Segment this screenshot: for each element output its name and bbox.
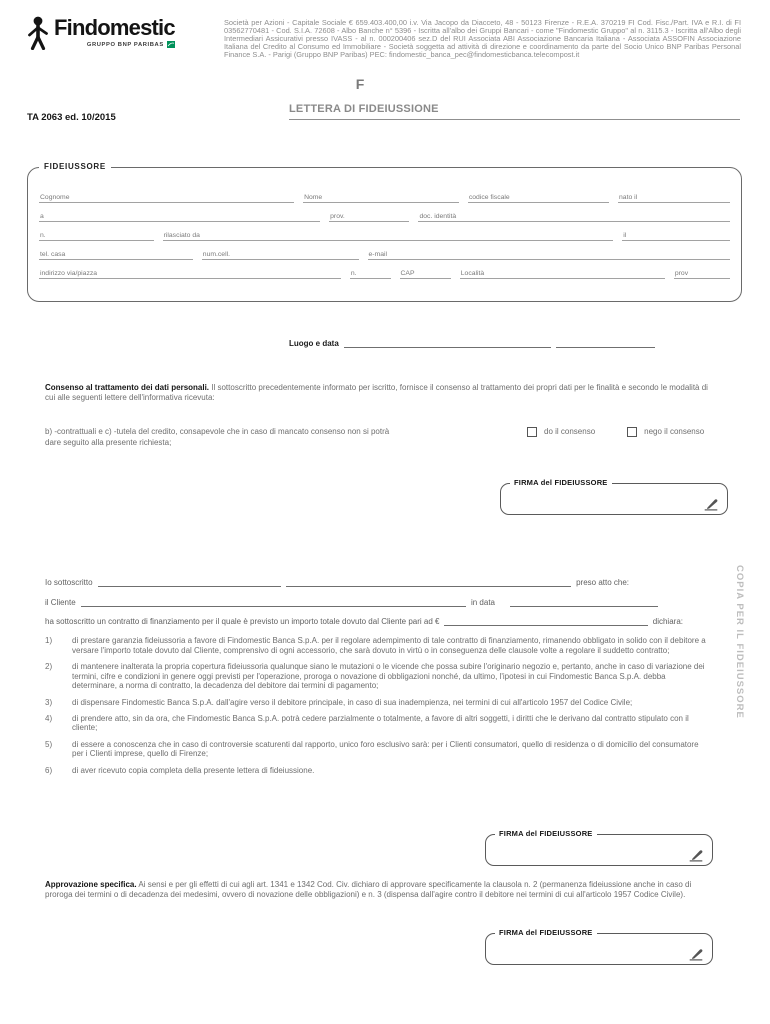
fideiussore-row-2 xyxy=(39,203,730,222)
approval-heading: Approvazione specifica. xyxy=(45,880,137,889)
field-nato-il[interactable] xyxy=(618,184,730,203)
clauses-list xyxy=(45,636,709,782)
logo-group-line xyxy=(54,41,175,48)
place-date-row xyxy=(289,338,655,348)
client-name-line[interactable] xyxy=(81,597,466,607)
clause-text: di mantenere inalterata la propria copertura fideiussoria qualunque siano le mutazioni o le vicende che possa subire l'originario negozio e, pertanto, anche in caso di variazione dei termini, cifre e condizioni in genere oggi previsti per l'operazione, proroga o novazione di obbligazioni nonché, da ultimo, l'ipotesi in cui Findomestic Banca S.p.A. debba determinare, a norma di contratto, la decadenza del debitore dai termini di pagamento; xyxy=(72,661,705,691)
pen-icon xyxy=(702,498,720,511)
consent-heading: Consenso al trattamento dei dati personali. xyxy=(45,383,210,392)
copy-label-vertical: COPIA PER IL FIDEIUSSORE xyxy=(734,565,745,719)
approval-body: Ai sensi e per gli effetti di cui agli art. 1341 e 1342 Cod. Civ. dichiaro di approvare specificamente la clausola n. 2 (permanenza fideiussione anche in caso di proroga dei termini o di decadenza dei medesimi, ovvero di novazione delle obbligazioni) e n. 3 (dispensa dall'agire contro il debitore nei termini di cui all'articolo 1957 Codice Civile). xyxy=(45,880,692,899)
signature-box-label: FIRMA del FIDEIUSSORE xyxy=(495,928,597,937)
company-info: Società per Azioni - Capitale Sociale € 659.403.400,00 i.v. Via Jacopo da Diacceto, 48 - 50123 Firenze - R.E.A. 370219 FI Cod. Fisc./Part. IVA e R.I. di FI 03562770481 - Cod. S.I.A. 72608 - Albo Banche n° 5396 - Iscritta all'albo dei Gruppi Bancari - come "Findomestic Gruppo" al n. 3115.3 - Iscritta all'Albo degli Intermediari Assicurativi presso IVASS - al n. 000200406 sez.D del RUI Associata ABI Associazione Bancaria Italiana - Associata ASSOFIN Associazione Italiana del Credito al Consumo ed Immobiliare - Società soggetta ad attività di direzione e coordinamento da parte del Socio Unico BNP Paribas Personal Finance S.A. - Parigi (Gruppo BNP Paribas) PEC: findomestic_banca_pec@findomesticbanca.telecompost.it xyxy=(224,18,741,59)
consent-paragraph xyxy=(45,383,708,403)
field-rilasciato-il[interactable] xyxy=(622,222,730,241)
field-label: Nome xyxy=(304,193,323,201)
field-label: nato il xyxy=(619,193,638,201)
clause-item-3 xyxy=(45,698,709,708)
approval-paragraph xyxy=(45,880,712,900)
field-label: a xyxy=(40,212,44,220)
consent-yes-label: do il consenso xyxy=(544,427,596,437)
fideiussore-section xyxy=(27,162,742,302)
field-tel-casa[interactable] xyxy=(39,241,193,260)
consent-options-text-2: dare seguito alla presente richiesta; xyxy=(45,438,172,447)
findomestic-logo xyxy=(26,16,175,50)
dichiara-label: dichiara: xyxy=(652,617,683,626)
amount-line[interactable] xyxy=(444,616,647,626)
form-code: TA 2063 ed. 10/2015 xyxy=(27,112,116,123)
clause-item-4 xyxy=(45,714,709,733)
declaration-line-1 xyxy=(45,577,629,587)
findomestic-figure-icon xyxy=(26,16,50,50)
logo-text-block xyxy=(54,16,175,48)
clause-text: di dispensare Findomestic Banca S.p.A. dall'agire verso il debitore principale, in caso di sua inadempienza, nei termini di cui all'articolo 1957 del Codice Civile; xyxy=(72,697,633,707)
place-date-line-2[interactable] xyxy=(556,338,655,348)
field-cap[interactable] xyxy=(400,260,451,279)
place-date-line-1[interactable] xyxy=(344,338,551,348)
field-prov[interactable] xyxy=(329,203,409,222)
declarant-name-line-b[interactable] xyxy=(286,577,571,587)
field-label: indirizzo via/piazza xyxy=(40,269,98,277)
fideiussore-row-1 xyxy=(39,184,730,203)
clause-text: di prendere atto, sin da ora, che Findomestic Banca S.p.A. potrà cedere parzialmente o totalmente, a favore di altri soggetti, i diritti che le derivano dal contratto stipulato con il cliente; xyxy=(72,713,689,733)
declaration-line-3 xyxy=(45,616,683,626)
il-cliente-label: il Cliente xyxy=(45,598,76,607)
signature-box-2[interactable] xyxy=(485,829,713,866)
field-nato-a[interactable] xyxy=(39,203,320,222)
pen-icon xyxy=(687,849,705,862)
signature-box-label: FIRMA del FIDEIUSSORE xyxy=(495,829,597,838)
in-data-label: in data xyxy=(470,598,495,607)
field-num-cell[interactable] xyxy=(202,241,359,260)
field-email[interactable] xyxy=(368,241,730,260)
clause-number: 5) xyxy=(45,739,53,749)
field-doc-numero[interactable] xyxy=(39,222,154,241)
signature-box-1[interactable] xyxy=(500,478,728,515)
preso-atto-label: preso atto che: xyxy=(576,578,629,587)
document-title: LETTERA DI FIDEIUSSIONE xyxy=(289,103,740,120)
logo-wordmark: Findomestic xyxy=(54,15,175,40)
fideiussore-fields xyxy=(28,168,741,279)
field-label: e-mail xyxy=(368,250,388,258)
contract-amount-text: ha sottoscritto un contratto di finanziamento per il quale è previsto un importo totale dovuto dal Cliente pari ad € xyxy=(45,617,440,626)
place-date-label: Luogo e data xyxy=(289,339,339,348)
clause-number: 3) xyxy=(45,697,53,707)
field-label: Località xyxy=(460,269,485,277)
fideiussore-row-3 xyxy=(39,222,730,241)
contract-date-line[interactable] xyxy=(510,597,658,607)
field-label: tel. casa xyxy=(40,250,66,258)
fideiussore-row-5 xyxy=(39,260,730,279)
field-label: codice fiscale xyxy=(468,193,510,201)
clause-number: 4) xyxy=(45,713,53,723)
clause-item-2 xyxy=(45,662,709,691)
consent-body: Il sottoscritto precedentemente informato per iscritto, fornisce il consenso al trattamento dei propri dati per le finalità e secondo le modalità di cui alle seguenti lettere dell'informativa ricevuta: xyxy=(45,383,708,402)
consent-options-line-1 xyxy=(45,427,708,437)
fideiussore-row-4 xyxy=(39,241,730,260)
consent-yes-option xyxy=(527,427,595,437)
pen-icon xyxy=(687,948,705,961)
consent-yes-checkbox[interactable] xyxy=(527,427,537,437)
signature-box-3[interactable] xyxy=(485,928,713,965)
field-localita[interactable] xyxy=(460,260,665,279)
fideiussore-legend: FIDEIUSSORE xyxy=(39,162,111,171)
declarant-name-line-a[interactable] xyxy=(98,577,282,587)
consent-no-label: nego il consenso xyxy=(644,427,705,437)
field-indirizzo-n[interactable] xyxy=(350,260,391,279)
clause-number: 2) xyxy=(45,661,53,671)
clause-text: di aver ricevuto copia completa della presente lettera di fideiussione. xyxy=(72,765,315,775)
field-codice-fiscale[interactable] xyxy=(468,184,609,203)
clause-number: 6) xyxy=(45,765,53,775)
field-nome[interactable] xyxy=(303,184,459,203)
consent-no-option xyxy=(627,427,704,437)
consent-options xyxy=(45,427,708,448)
field-doc-identita[interactable] xyxy=(418,203,730,222)
field-indirizzo-prov[interactable] xyxy=(674,260,730,279)
field-label: Cognome xyxy=(40,193,70,201)
field-label: doc. identità xyxy=(419,212,457,220)
field-label: CAP xyxy=(400,269,415,277)
signature-box-label: FIRMA del FIDEIUSSORE xyxy=(510,478,612,487)
clause-item-1 xyxy=(45,636,709,655)
field-rilasciato-da[interactable] xyxy=(163,222,614,241)
io-sottoscritto-label: Io sottoscritto xyxy=(45,578,93,587)
clause-text: di essere a conoscenza che in caso di controversie scaturenti dal rapporto, unico foro esclusivo sarà: per i Clienti consumatori, quello di residenza o di domicilio del consumatore per i Clienti imprese, quello di Firenze; xyxy=(72,739,699,759)
clause-item-6 xyxy=(45,766,709,776)
clause-text: di prestare garanzia fideiussoria a favore di Findomestic Banca S.p.A. per il regolare adempimento di tale contratto di finanziamento, rimanendo obbligato in solido con il debitore a versare l'importo totale dovuto dal Cliente, comprensivo di ogni accessorio, che sarà dovuto in virtù o in conseguenza delle clausole volte a regolare il suddetto contratto; xyxy=(72,636,706,655)
consent-no-checkbox[interactable] xyxy=(627,427,637,437)
logo-group-label: GRUPPO BNP PARIBAS xyxy=(86,41,164,48)
declaration-line-2 xyxy=(45,597,658,607)
field-label: n. xyxy=(40,231,46,239)
form-letter-code: F xyxy=(355,76,365,92)
bnp-paribas-icon xyxy=(167,41,175,48)
field-label: num.cell. xyxy=(202,250,230,258)
clause-item-5 xyxy=(45,740,709,759)
field-label: n. xyxy=(350,269,357,277)
field-indirizzo[interactable] xyxy=(39,260,341,279)
field-label: prov xyxy=(674,269,689,277)
field-label: prov. xyxy=(330,212,345,220)
field-label: il xyxy=(623,231,627,239)
field-cognome[interactable] xyxy=(39,184,294,203)
clause-number: 1) xyxy=(45,636,53,645)
field-label: rilasciato da xyxy=(163,231,200,239)
consent-options-text: b) -contrattuali e c) -tutela del credito, consapevole che in caso di mancato consenso non si potrà xyxy=(45,427,390,437)
